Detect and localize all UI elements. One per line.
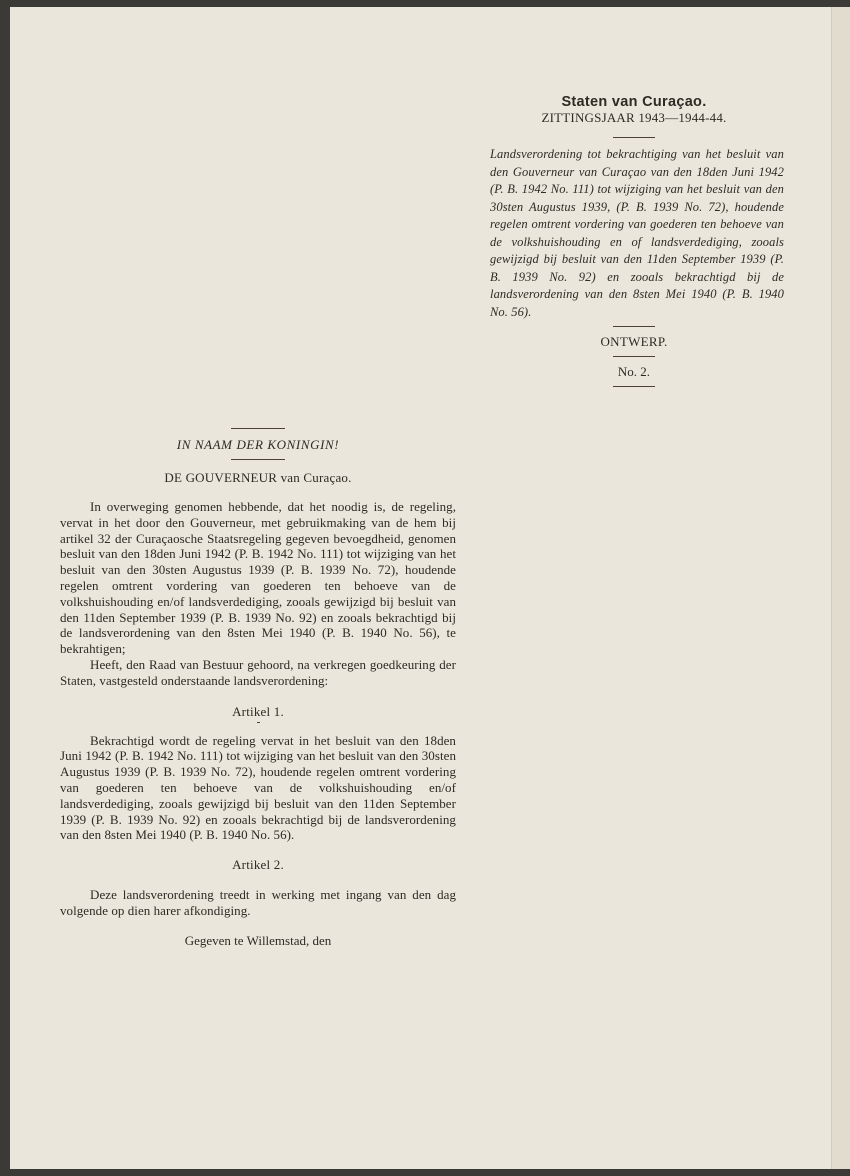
preamble-paragraph-2: Heeft, den Raad van Bestuur gehoord, na verkregen goedkeuring der Staten, vastgesteld onderstaande landsverordening:	[60, 656, 456, 688]
article-2-text: Deze landsverordening treedt in werking met ingang van den dag volgende op dien harer afkondiging.	[60, 887, 456, 918]
article-2-heading: Artikel 2.	[232, 857, 284, 873]
preamble-paragraph-1: In overweging genomen hebbende, dat het noodig is, de regeling, vervat in het door den Gouverneur, met gebruikmaking van de hem bij artikel 32 der Curaçaosche Staatsregeling gegeven bevoegdheid, genomen besluit van den 18den Juni 1942 (P. B. 1942 No. 111) tot wijziging van het besluit van den 30sten Augustus 1939 (P. B. 1939 No. 72), houdende regelen omtrent vordering van goederen ten behoeve van de volkshuishouding en/of landsverdediging, zooals gewijzigd bij besluit van den 11den September 1939 (P. B. 1939 No. 92) en zooals bekrachtigd bij de landsverordening van den 8sten Mei 1940 (P. B. 1940 No. 56), te bekrahtigen;	[60, 499, 456, 657]
governor-line: DE GOUVERNEUR van Curaçao.	[164, 470, 352, 485]
session-year: ZITTINGSJAAR 1943—1944-44.	[541, 110, 727, 125]
royal-invocation: IN NAAM DER KONINGIN!	[176, 437, 340, 452]
invocation-rule	[231, 459, 285, 460]
ordinance-description: Landsverordening tot bekrachtiging van het besluit van den Gouverneur van Curaçao van den 18den Juni 1942 (P. B. 1942 No. 111) tot wijziging van het besluit van den 30sten Augustus 1939, (P. B. 1939 No. 72), houdende regelen omtrent vordering van goederen ten behoeve van de volkshuishouding en of landsverdediging, zooals gewijzigd bij besluit van den 11den September 1939 (P. B. 1939 No. 92) en zooals bekrachtigd bij de landsverordening van den 8sten Mei 1940 (P. B. 1940 No. 56).	[490, 147, 784, 319]
article-1-dot	[257, 722, 260, 723]
body-top-rule	[231, 428, 285, 429]
ordinance-body	[60, 428, 456, 949]
article-1-heading: Artikel 1.	[232, 703, 284, 719]
article-1-text: Bekrachtigd wordt de regeling vervat in het besluit van den 18den Juni 1942 (P. B. 1942 No. 111) tot wijziging van het besluit van den 30sten Augustus 1939 (P. B. 1939 No. 72), houdende regelen omtrent vordering van goederen ten behoeve van de volkshuishouding en/of landsverdediging, zooals gewijzigd bij besluit van den 11den September 1939 (P. B. 1939 No. 92) en zooals bekrachtigd bij de landsverordening van den 8sten Mei 1940 (P. B. 1940 No. 56).	[60, 732, 456, 843]
header-rule-4	[613, 386, 655, 387]
page-edge	[831, 7, 850, 1169]
draft-label: ONTWERP.	[600, 334, 668, 349]
closing-line: Gegeven te Willemstad, den	[184, 932, 332, 948]
header-rule-1	[613, 137, 655, 138]
header-rule-2	[613, 326, 655, 327]
header-rule-3	[613, 356, 655, 357]
draft-number: No. 2.	[617, 364, 651, 379]
assembly-title: Staten van Curaçao.	[561, 94, 707, 110]
header-block	[484, 95, 784, 387]
